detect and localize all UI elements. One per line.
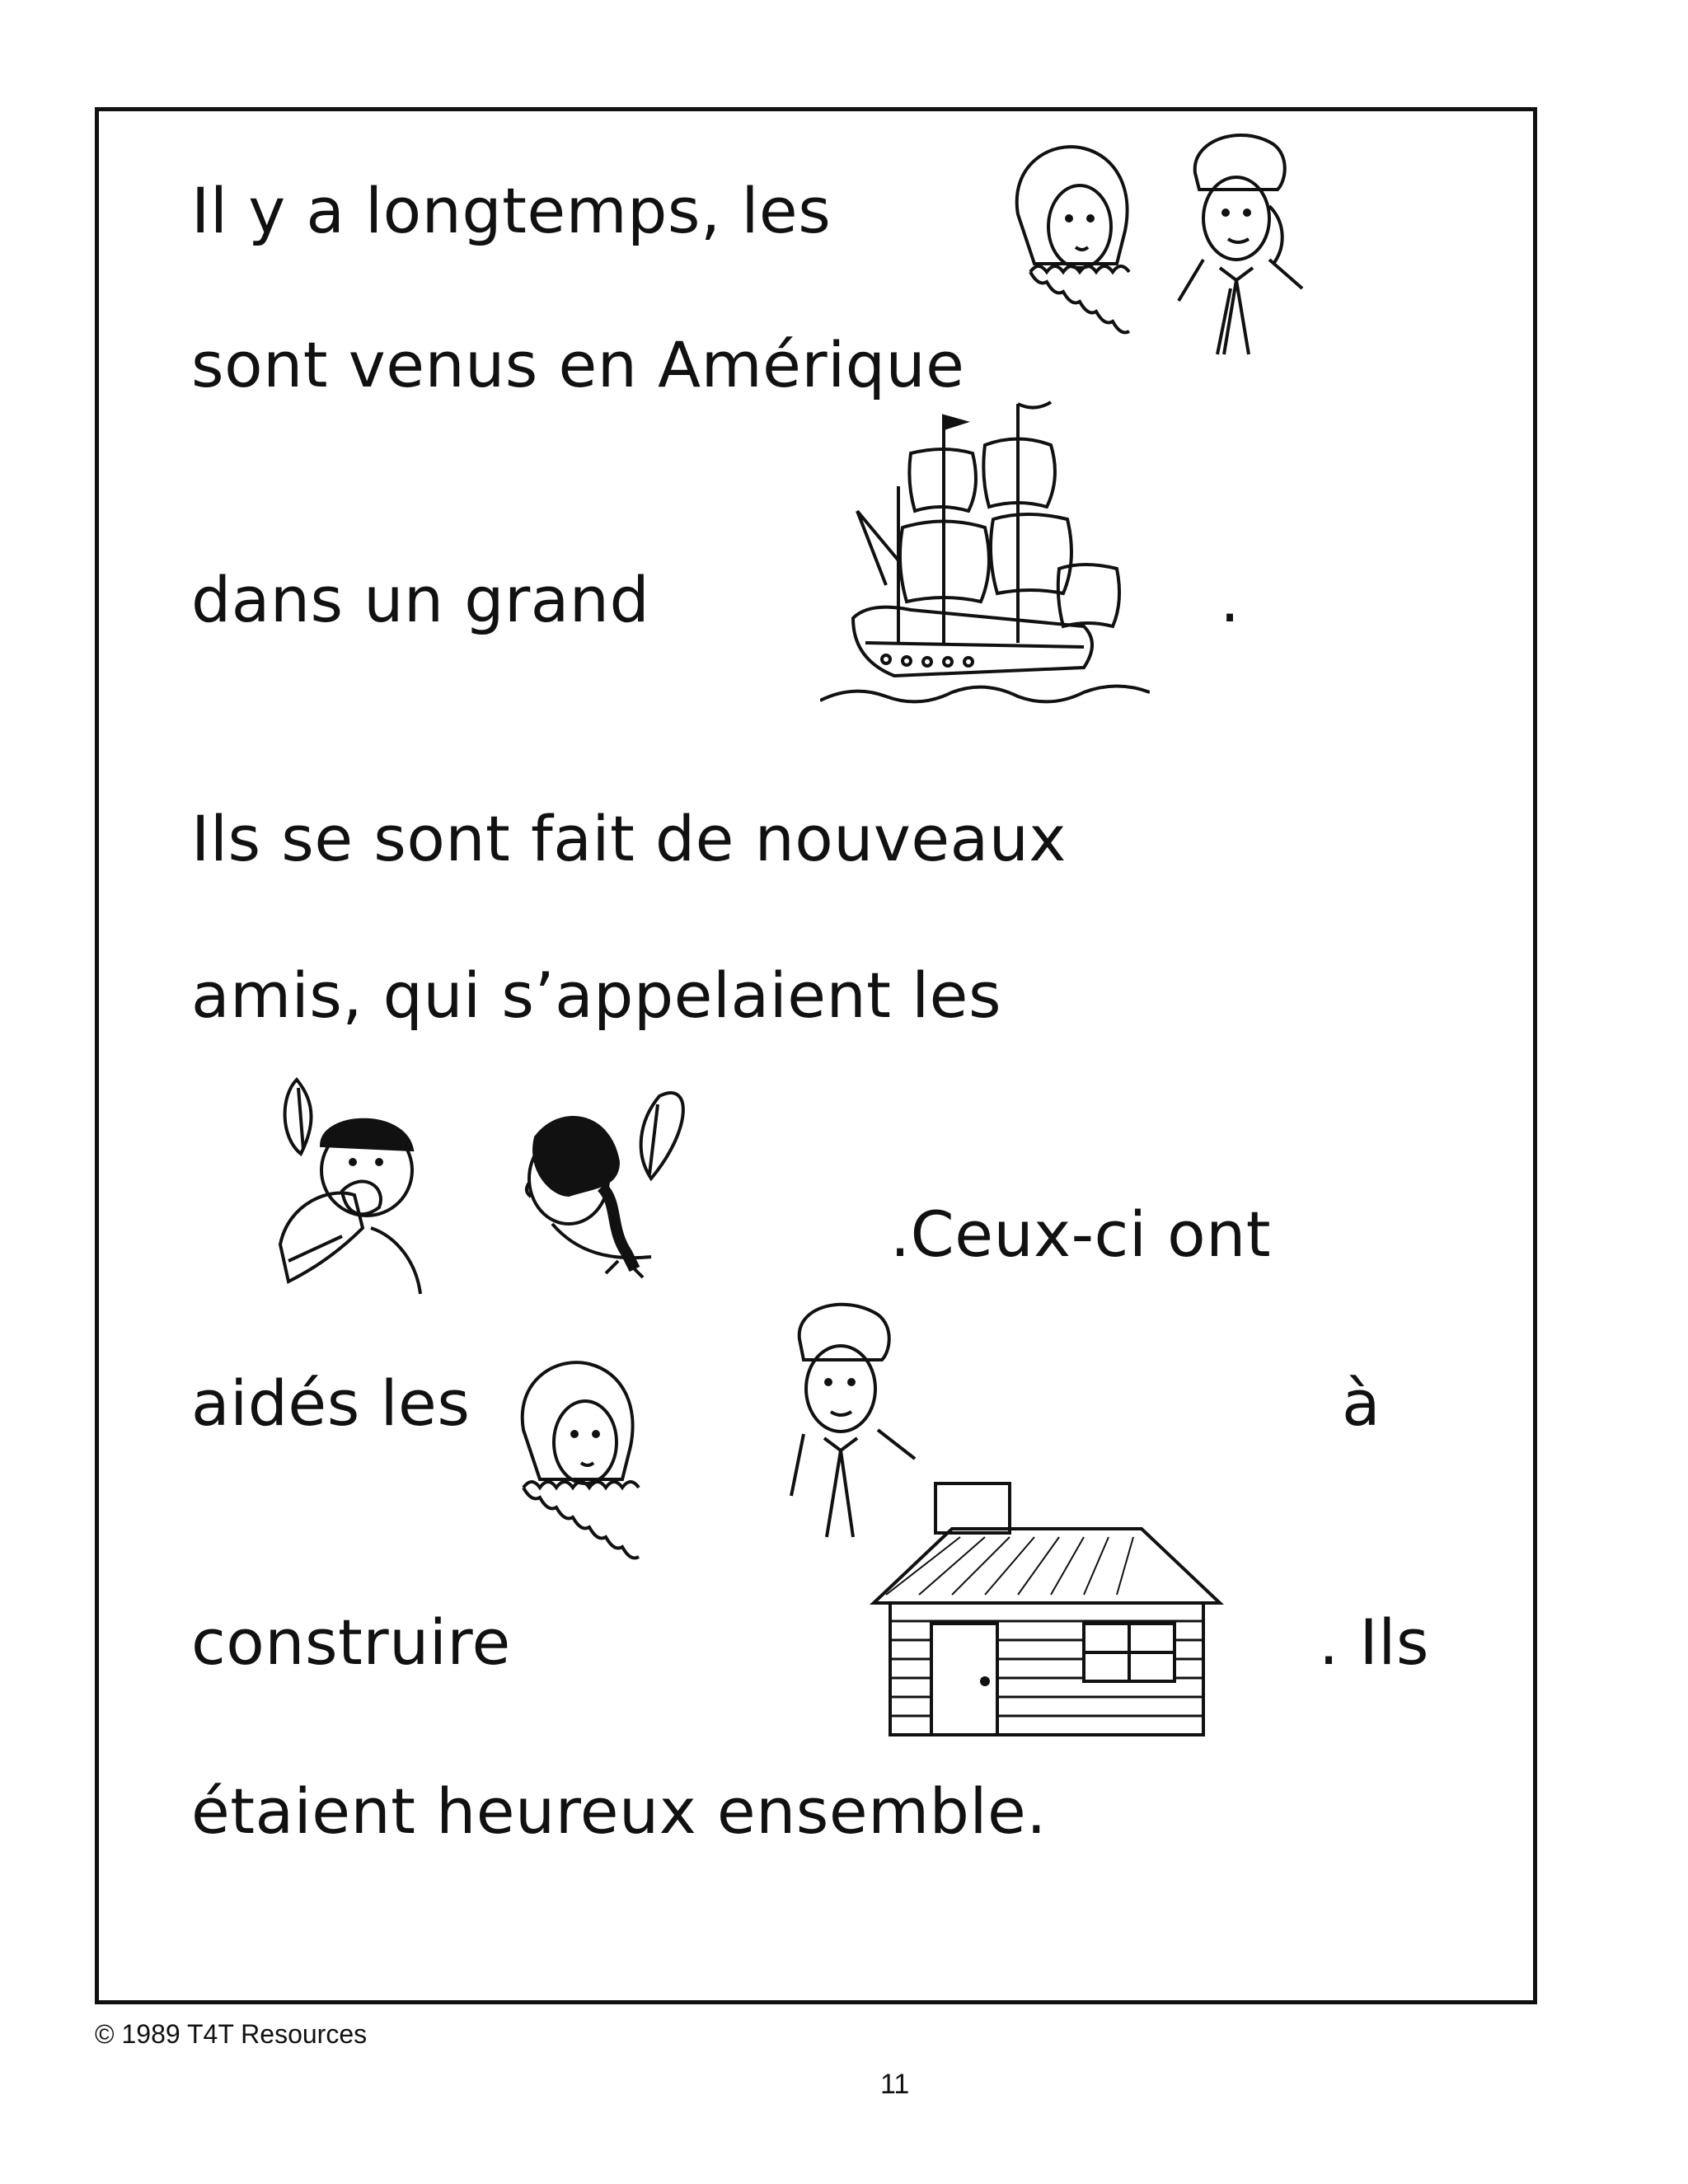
ship-icon <box>820 396 1150 721</box>
native-americans-icon <box>264 1063 791 1310</box>
story-line-6: .Ceux-ci ont <box>890 1197 1272 1271</box>
story-line-8: construire <box>191 1605 511 1679</box>
story-line-2: sont venus en Amérique <box>191 328 965 401</box>
story-line-4: Ils se sont fait de nouveaux <box>191 802 1067 875</box>
story-line-9: étaient heureux ensemble. <box>191 1774 1047 1848</box>
story-line-7-end: à <box>1342 1366 1381 1440</box>
story-line-3-end: . <box>1220 563 1240 636</box>
log-cabin-icon <box>870 1479 1224 1743</box>
story-line-1: Il y a longtemps, les <box>191 174 832 247</box>
page-number: 11 <box>880 2069 910 2100</box>
story-line-7: aidés les <box>191 1366 471 1440</box>
copyright-notice: © 1989 T4T Resources <box>95 2019 368 2049</box>
story-line-8-end: . Ils <box>1319 1605 1429 1679</box>
story-line-5: amis, qui s’appelaient les <box>191 958 1002 1032</box>
story-line-3: dans un grand <box>191 563 650 636</box>
pilgrims-icon <box>1001 124 1315 363</box>
